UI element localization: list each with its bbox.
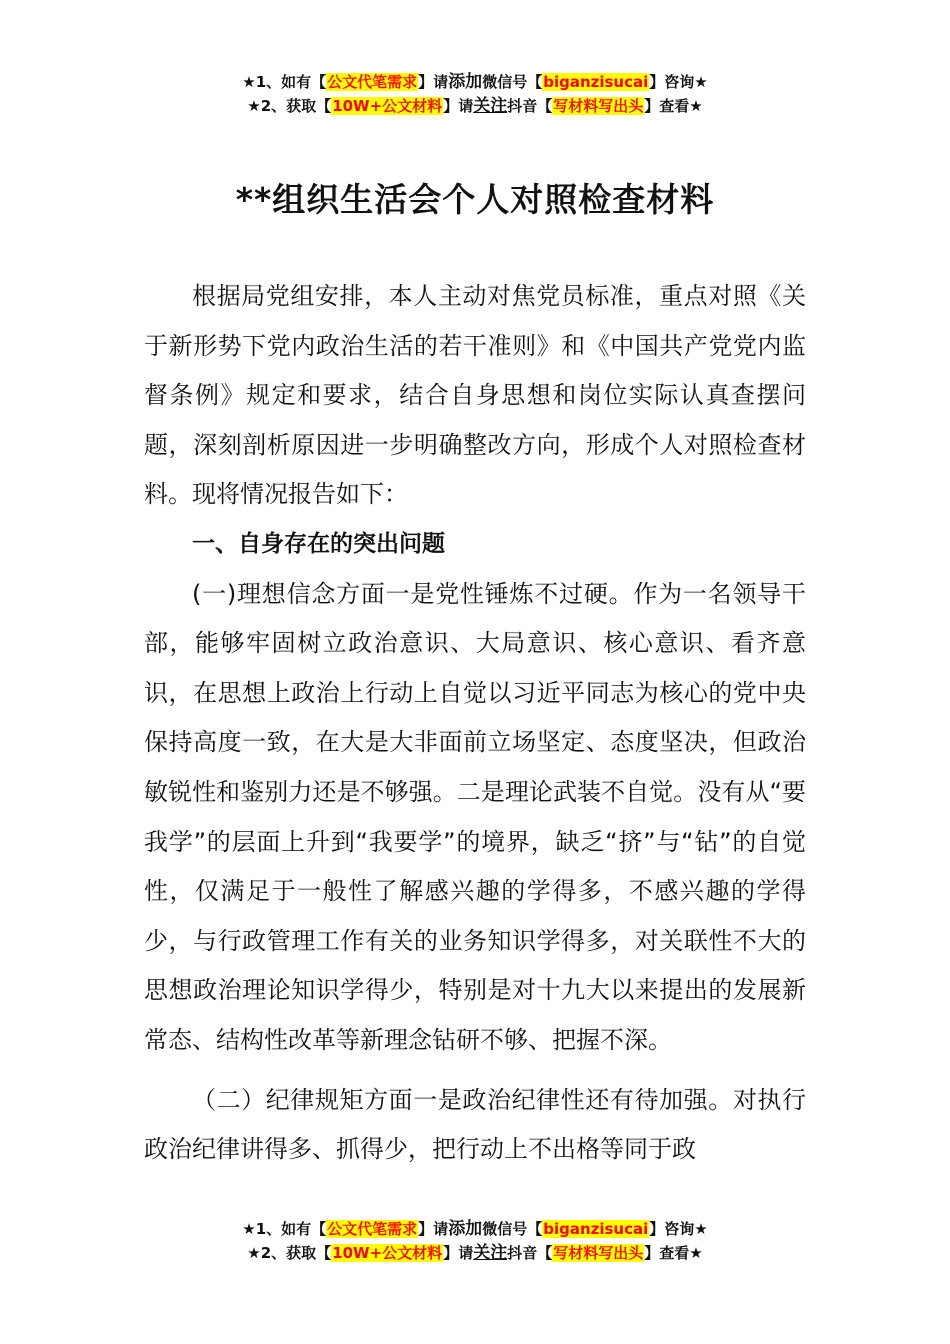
- document-body: [144, 272, 806, 1175]
- paragraph-ideals: (一)理想信念方面一是党性锤炼不过硬。作为一名领导干部，能够牢固树立政治意识、大局意识、核心意识、看齐意识，在思想上政治上行动上自觉以习近平同志为核心的党中央保持高度一致，在大是大非面前立场坚定、态度坚决，但政治敏锐性和鉴别力还是不够强。二是理论武装不自觉。没有从“要我学”的层面上升到“我要学”的境界，缺乏“挤”与“钻”的自觉性，仅满足于一般性了解感兴趣的学得多，不感兴趣的学得少，与行政管理工作有关的业务知识学得多，对关联性不大的思想政治理论知识学得少，特别是对十九大以来提出的发展新常态、结构性改革等新理念钻研不够、把握不深。: [144, 579, 806, 1054]
- banner-line-2: ★2、获取【10W+公文材料】请关注抖音【写材料写出头】查看★: [247, 96, 703, 116]
- bottom-banner: [0, 1217, 950, 1265]
- highlight-materials: 10W+公文材料: [332, 1244, 443, 1262]
- section-heading: 一、自身存在的突出问题: [192, 530, 445, 557]
- highlight-douyin: 写材料写出头: [553, 97, 644, 115]
- paragraph-discipline: （二）纪律规矩方面一是政治纪律性还有待加强。对执行政治纪律讲得多、抓得少，把行动上不出格等同于政: [144, 1085, 806, 1164]
- highlight-wechat-id: biganzisucai: [543, 73, 649, 91]
- highlight-wechat-id: biganzisucai: [543, 1220, 649, 1238]
- banner-line-1: ★1、如有【公文代笔需求】请添加微信号【biganzisucai】咨询★: [242, 72, 708, 92]
- banner-line-2-bottom: ★2、获取【10W+公文材料】请关注抖音【写材料写出头】查看★: [247, 1243, 703, 1263]
- highlight-service: 公文代笔需求: [327, 73, 418, 91]
- highlight-service: 公文代笔需求: [327, 1220, 418, 1238]
- intro-paragraph: 根据局党组安排，本人主动对焦党员标准，重点对照《关于新形势下党内政治生活的若干准则》和《中国共产党党内监督条例》规定和要求，结合自身思想和岗位实际认真查摆问题，深刻剖析原因进一步明确整改方向，形成个人对照检查材料。现将情况报告如下：: [144, 282, 806, 509]
- top-banner: [0, 70, 950, 118]
- highlight-materials: 10W+公文材料: [332, 97, 443, 115]
- document-title: **组织生活会个人对照检查材料: [235, 180, 715, 219]
- highlight-douyin: 写材料写出头: [553, 1244, 644, 1262]
- banner-line-1-bottom: ★1、如有【公文代笔需求】请添加微信号【biganzisucai】咨询★: [242, 1219, 708, 1239]
